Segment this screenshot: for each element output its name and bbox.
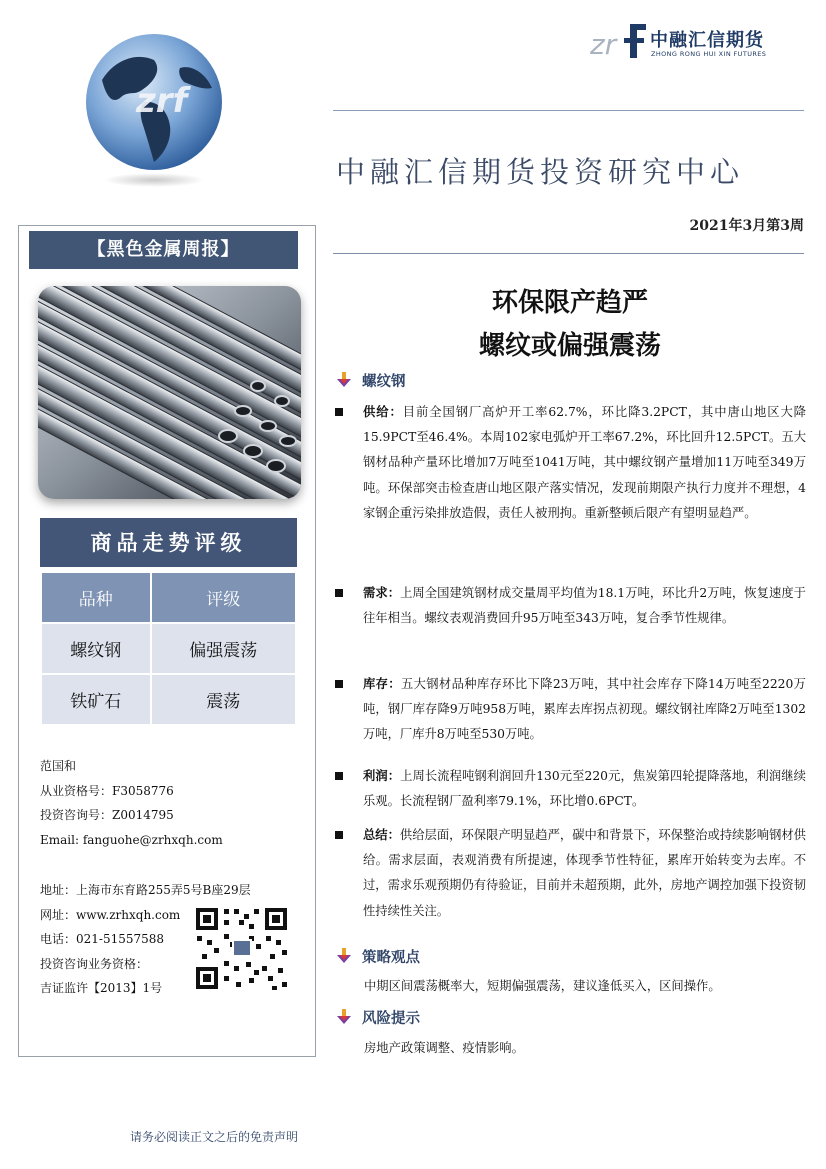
paragraph-text: 五大钢材品种库存环比下降23万吨，其中社会库存下降14万吨至2220万吨，钢厂库存降9万吨958万吨，累库去库拐点初现。螺纹钢社库降2万吨至1302万吨，厂库升8万吨至530万吨。	[363, 677, 806, 742]
paragraph-label: 供给：	[363, 404, 403, 419]
qr-code-icon	[194, 906, 289, 991]
section-title: 风险提示	[362, 1010, 420, 1027]
arrow-down-icon	[335, 947, 353, 965]
report-title-line1: 环保限产趋严	[491, 288, 648, 318]
rating-header-rating: 评级	[152, 573, 295, 622]
rating-header-product: 品种	[42, 573, 150, 622]
research-center-name: 中融汇信期货投资研究中心	[336, 155, 745, 189]
paragraph-text: 上周长流程吨钢利润回升130元至220元，焦炭第四轮提降落地，利润继续乐观。长流程钢厂盈利率79.1%，环比增0.6PCT。	[363, 769, 806, 809]
paragraph-label: 利润：	[363, 768, 401, 783]
company-phone: 电话：021-51557588	[40, 932, 165, 946]
header-divider-top	[333, 110, 804, 111]
company-address: 地址：上海市东育路255弄5号B座29层	[40, 883, 251, 897]
analyst-email: Email: fanguohe@zrhxqh.com	[40, 832, 223, 847]
rating-table	[40, 571, 297, 726]
section-heading-strategy	[335, 944, 420, 968]
paragraph-supply	[333, 399, 806, 526]
bullet-square-icon	[335, 408, 343, 416]
footer-disclaimer: 请务必阅读正文之后的免责声明	[130, 1130, 299, 1144]
logo-zr-text: zr	[590, 28, 617, 61]
paragraph-inventory	[333, 671, 806, 748]
risk-text: 房地产政策调整、疫情影响。	[364, 1041, 524, 1055]
sidebar-panel	[18, 225, 316, 1057]
analyst-consult-number: 投资咨询号：Z0014795	[40, 808, 174, 822]
steel-pipes-image	[38, 286, 301, 499]
rating-product-cell: 铁矿石	[42, 675, 150, 724]
bullet-square-icon	[335, 680, 343, 688]
globe-logo	[84, 30, 224, 190]
report-title-line2: 螺纹或偏强震荡	[478, 331, 661, 361]
header-divider-bottom	[333, 253, 804, 254]
arrow-down-icon	[335, 371, 353, 389]
company-website: 网址：www.zrhxqh.com	[40, 907, 181, 922]
paragraph-profit	[333, 763, 806, 814]
bullet-square-icon	[335, 831, 343, 839]
paragraph-label: 需求：	[363, 585, 401, 600]
company-logo	[590, 20, 790, 64]
license-number: 吉证监许【2013】1号	[40, 981, 163, 995]
paragraph-label: 库存：	[363, 676, 401, 691]
license-label: 投资咨询业务资格：	[40, 956, 149, 971]
table-row	[42, 624, 295, 673]
paragraph-label: 总结：	[363, 827, 400, 842]
issue-date: 2021年3月第3周	[689, 218, 804, 234]
rating-table-header-row	[42, 573, 295, 622]
zrf-logo-icon	[590, 20, 650, 64]
rating-value-cell: 震荡	[152, 675, 295, 724]
analyst-info	[40, 754, 223, 852]
report-type-banner: 【黑色金属周报】	[29, 231, 298, 269]
paragraph-summary	[333, 822, 806, 924]
paragraph-text: 供给层面，环保限产明显趋严，碳中和背景下，环保整治或持续影响钢材供给。需求层面，表观消费有所提速，体现季节性特征，累库开始转变为去库。不过，需求乐观预期仍有待验证，目前并未超预期，此外，房地产调控加强下投资韧性持续性关注。	[363, 828, 806, 918]
strategy-text: 中期区间震荡概率大，短期偏强震荡，建议逢低买入，区间操作。	[364, 979, 721, 993]
arrow-down-icon	[335, 1008, 353, 1026]
logo-english-name: ZHONG RONG HUI XIN FUTURES	[651, 50, 767, 58]
section-title: 螺纹钢	[362, 373, 406, 390]
paragraph-text: 上周全国建筑钢材成交量周平均值为18.1万吨，环比升2万吨，恢复速度于往年相当。螺纹表观消费回升95万吨至343万吨，复合季节性规律。	[363, 586, 806, 626]
rating-title-banner: 商品走势评级	[40, 518, 297, 567]
rating-product-cell: 螺纹钢	[42, 624, 150, 673]
bullet-square-icon	[335, 772, 343, 780]
section-title: 策略观点	[362, 949, 420, 966]
paragraph-text: 目前全国钢厂高炉开工率62.7%，环比降3.2PCT，其中唐山地区大降15.9PCT至46.4%。本周102家电弧炉开工率67.2%，环比回升12.5PCT。五大钢材品种产量环比增加7万吨至1041万吨，其中螺纹钢产量增加11万吨至349万吨。环保部突击检查唐山地区限产落实情况，发现前期限产执行力度并不理想，4家钢企重污染排放造假，责任人被刑拘。重新整顿后限产有望明显趋严。	[363, 405, 806, 520]
rating-value-cell: 偏强震荡	[152, 624, 295, 673]
table-row	[42, 675, 295, 724]
logo-chinese-name: 中融汇信期货	[650, 30, 764, 51]
bullet-square-icon	[335, 589, 343, 597]
section-heading-rebar	[335, 368, 406, 392]
section-heading-risk	[335, 1005, 420, 1029]
report-title	[340, 282, 800, 368]
paragraph-demand	[333, 580, 806, 631]
globe-zrf-text: zrf	[136, 81, 188, 121]
analyst-name: 范国和	[40, 759, 77, 773]
analyst-qualification: 从业资格号：F3058776	[40, 783, 174, 798]
steel-pipes-illustration	[38, 286, 301, 499]
